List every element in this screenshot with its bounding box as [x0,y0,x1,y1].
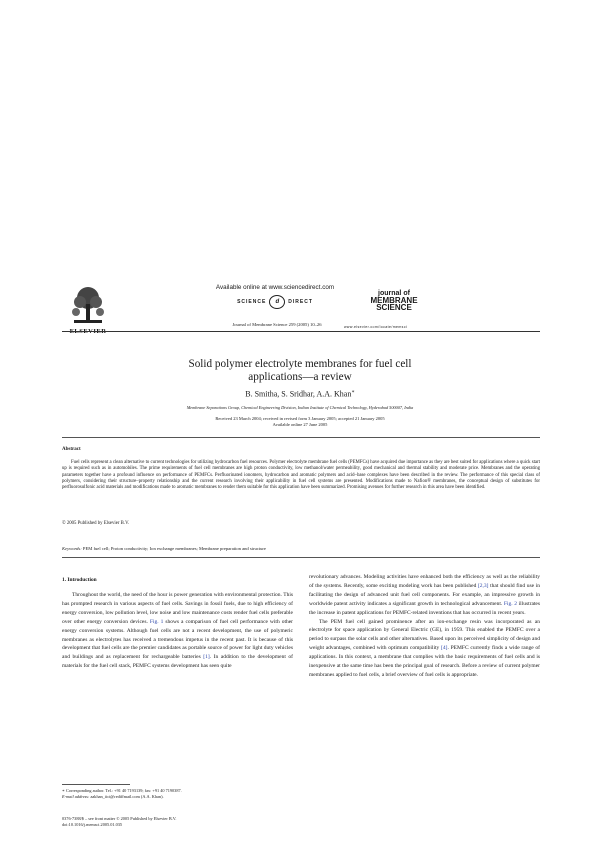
copyright: © 2005 Published by Elsevier B.V. [62,521,130,526]
author-list: B. Smitha, S. Sridhar, A.A. Khan [245,389,352,399]
abstract-top-rule [62,437,540,438]
keywords-label: Keywords: [62,546,82,551]
doi-line[interactable]: doi:10.1016/j.memsci.2005.01.035 [62,822,123,827]
right-text-a: revolutionary advances. Modeling activities have enhanced both the efficiency as well as the reliability of the systems. Recently, some exciting modeling work has been published [309,574,540,589]
email-line [62,794,293,800]
ref-1-link[interactable]: [1] [203,654,210,661]
intro-paragraph-1 [62,591,293,671]
journal-title-line2: MEMBRANE [370,296,418,305]
article-dates [100,416,500,428]
intro-text-a: Throughout the world, the need of the hour is power generation with environmental protection. This has prompted research in various aspects of fuel cells. Savings in fossil fuels, due to high efficiency of energy conversion, low pollution level, low noise and low maintenance costs render fuel cells preferable over other energy conversion devices. [62,592,293,625]
journal-title-logo [362,290,426,311]
fig1-link[interactable]: Fig. 1 [149,618,164,625]
sciencedirect-right: DIRECT [288,299,313,305]
footnote-rule [62,784,130,785]
elsevier-tree-logo [66,284,110,328]
abstract-text: Fuel cells represent a clean alternative to current technologies for utilizing hydrocarbon fuel resources. Polymer electrolyte membrane fuel cells (PEMFCs) have acquired due importance as they are best suited for applications where a quick start up is required such as in automobiles. The prime requirements of fuel cell membranes are high proton conductivity, low methanol/water permeability, good mechanical and thermal stability and moderate price. Membranes and the operating parameters together have a profound influence on performance of PEMFCs. Perfluorinated ionomers, hydrocarbon and aromatic polymers and acid–base complexes have been described in the review. The performance of this special class of polymers, considering their structure–property relationship and the current research involving their applicability in fuel cell systems are presented. Modifications made to Nafion® membranes, the conceptual design of substitutes for perfluorosulfonic acid materials and modifications made to aromatic membranes to render them suitable for this application have been summarized. Promising avenues for further research in this area have been identified. [62,460,540,491]
right-text-c: illustrates the increase in patent applications for PEMFC-related inventions that has occurred in recent years. [309,600,541,616]
intro-text-b: shows a comparison of fuel cell performance with other energy conversion systems. Although fuel cells are not a recent development, the use of polymeric membranes as electrolytes has received a tremendous impetus in the recent past. It is because of this development that fuel cells are the premier candidates as portable source of power for light duty vehicles and buildings and as replacement for rechargeable batteries [62,618,293,661]
right-text-b: that should find use in facilitating the design of advanced unit fuel cell components. For example, an impressive growth in worldwide patent activity indicates a significant growth in technological advancement. [309,582,540,607]
affiliation: Membrane Separations Group, Chemical Engineering Division, Indian Institute of Chemical Technology, Hyderabad 500007, India [186,405,414,410]
keywords [62,546,540,551]
right-paragraph-2 [309,618,540,680]
right-paragraph-1 [309,573,540,618]
front-matter [62,816,362,828]
footnote [62,788,293,800]
issn-line: 0376-7388/$ – see front matter © 2005 Published by Elsevier B.V. [62,816,177,821]
email-address[interactable]: aakhan_iict@rediffmail.com (A.A. Khan). [89,794,164,799]
sciencedirect-d-icon: d [269,295,285,309]
authors [100,389,500,399]
body-column-right [309,573,540,680]
intro-text-c: . In addition to the development of materials for the fuel cell stack, PEMFC systems development has seen quite [62,654,293,670]
section-heading: 1. Introduction [62,577,97,583]
sciencedirect-logo [190,295,360,309]
article-title [100,358,500,384]
right-text-d: The PEM fuel cell gained prominence after an ion-exchange resin was incorporated as an electrolyte for space application by General Electric (GE), in 1959. This enabled the PEMFC over a period to surpass the solar cells and other alternatives. Based upon its perceived simplicity of design and weight advantages, combined with optimum compatibility [309,618,540,652]
sciencedirect-left: SCIENCE [237,299,267,305]
journal-title-line1: journal of [378,290,410,297]
header-rule [62,331,540,332]
corresponding-author-note: ∗ Corresponding author. Tel.: +91 40 7193139; fax: +91 40 7190387. [62,788,182,793]
body-column-left [62,591,293,671]
available-online-text: Available online at www.sciencedirect.com [215,284,335,291]
journal-website[interactable]: www.elsevier.com/locate/memsci [344,325,408,329]
email-label: E-mail address: [62,794,90,799]
fig2-link[interactable]: Fig. 2 [503,600,517,607]
abstract-bottom-rule [62,557,540,558]
article-title-line2: applications—a review [248,371,352,383]
available-online-date: Available online 27 June 2005 [272,422,328,427]
journal-title-line3: SCIENCE [376,303,412,312]
keywords-text: PEM fuel cell; Proton conductivity; Ion exchange membranes; Membrane preparation and structure [81,546,266,551]
ref-4-link[interactable]: [4] [441,645,448,652]
ref-2-3-link[interactable]: [2,3] [477,582,489,589]
received-dates: Received 23 March 2004; received in revised form 3 January 2005; accepted 21 January 2005 [215,416,385,421]
abstract-heading: Abstract [62,447,81,452]
publisher-name: ELSEVIER [69,328,107,335]
right-text-e: . PEMFC currently finds a wide range of applications. In this context, a membrane that complies with the basic requirements of fuel cells and is inexpensive at the same time has been the principal goal of research. Before a review of current polymer membranes applied to fuel cells, a brief overview of fuel cells is appropriate. [309,645,540,678]
corresponding-author-mark[interactable]: ∗ [351,390,355,395]
article-title-line1: Solid polymer electrolyte membranes for fuel cell [188,358,412,370]
journal-reference: Journal of Membrane Science 259 (2005) 10–26 [232,322,322,327]
